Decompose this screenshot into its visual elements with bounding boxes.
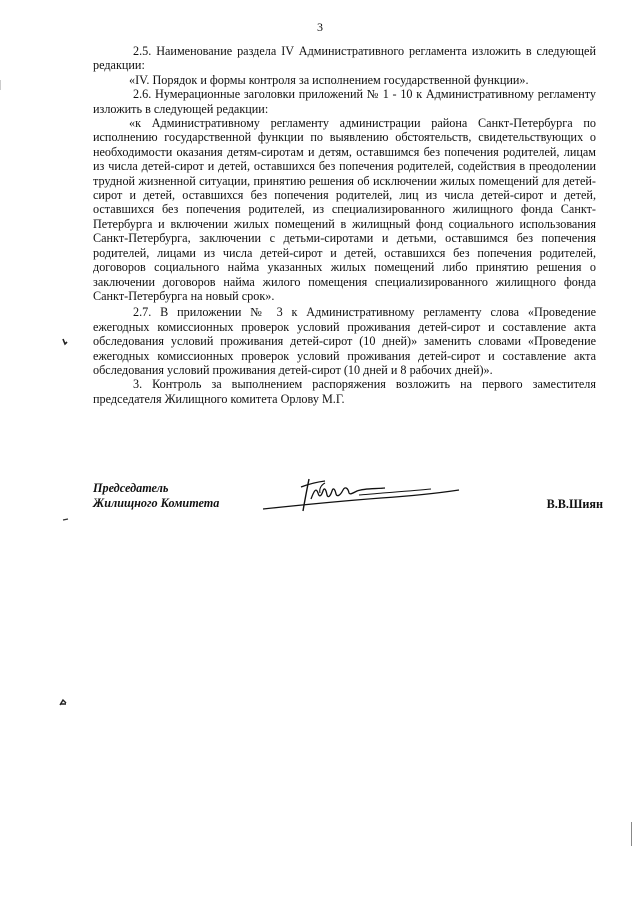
paragraph-2-7: 2.7. В приложении № 3 к Административному регламенту слова «Проведение ежегодных комиссионных проверок условий проживания детей-сирот и составление акта обследования условий проживания детей-сирот (10 дней)» заменить словами «Проведение ежегодных комиссионных проверок условий проживания детей-сирот и составление акта обследования условий проживания детей-сирот (10 дней и 8 рабочих дней)».: [93, 305, 596, 377]
scan-speck-mark: [58, 697, 68, 707]
scan-speck-mark: [62, 517, 70, 523]
page-number: 3: [317, 20, 323, 34]
signatory-title-line-1: Председатель: [93, 481, 169, 495]
signatory-title: [93, 481, 219, 511]
paragraph-3: 3. Контроль за выполнением распоряжения возложить на первого заместителя председателя Жилищного комитета Орлову М.Г.: [93, 377, 596, 406]
paragraph-section-iv-title: «IV. Порядок и формы контроля за исполнением государственной функции».: [129, 72, 529, 87]
document-body: [93, 44, 596, 406]
scan-edge-mark: [631, 822, 632, 846]
paragraph-2-5: 2.5. Наименование раздела IV Административного регламента изложить в следующей редакции:: [93, 44, 596, 73]
signature-block: [93, 481, 603, 529]
scan-edge-mark: [0, 80, 1, 90]
scan-speck-mark: [61, 338, 69, 346]
paragraph-2-6: 2.6. Нумерационные заголовки приложений № 1 - 10 к Административному регламенту изложить в следующей редакции:: [93, 87, 596, 116]
handwritten-signature: [261, 471, 461, 517]
paragraph-appendix-heading: «к Административному регламенту администрации района Санкт-Петербурга по исполнению государственной функции по выявлению обстоятельств, свидетельствующих о необходимости оказания детям-сиротам и детям, оставшимся без попечения родителей, лицам из числа детей-сирот и детей, оставшихся без попечения родителей, содействия в преодолении трудной жизненной ситуации, принятию решения об исключении жилых помещений для детей-сирот и детей, оставшихся без попечения родителей, лиц из числа детей-сирот и детей, оставшихся без попечения родителей, из специализированного жилищного фонда Санкт-Петербурга и включении жилых помещений в жилищный фонд социального использования Санкт-Петербурга, заключении с детьми-сиротами и детьми, оставшимся без попечения родителей, лицами из числа детей-сирот и детей, оставшихся без попечения родителей, договоров социального найма указанных жилых помещений либо принятию решения о заключении договоров найма жилого помещения специализированного жилищного фонда Санкт-Петербурга на новый срок».: [93, 116, 596, 303]
signatory-title-line-2: Жилищного Комитета: [93, 496, 220, 510]
signatory-name: В.В.Шиян: [546, 497, 603, 511]
